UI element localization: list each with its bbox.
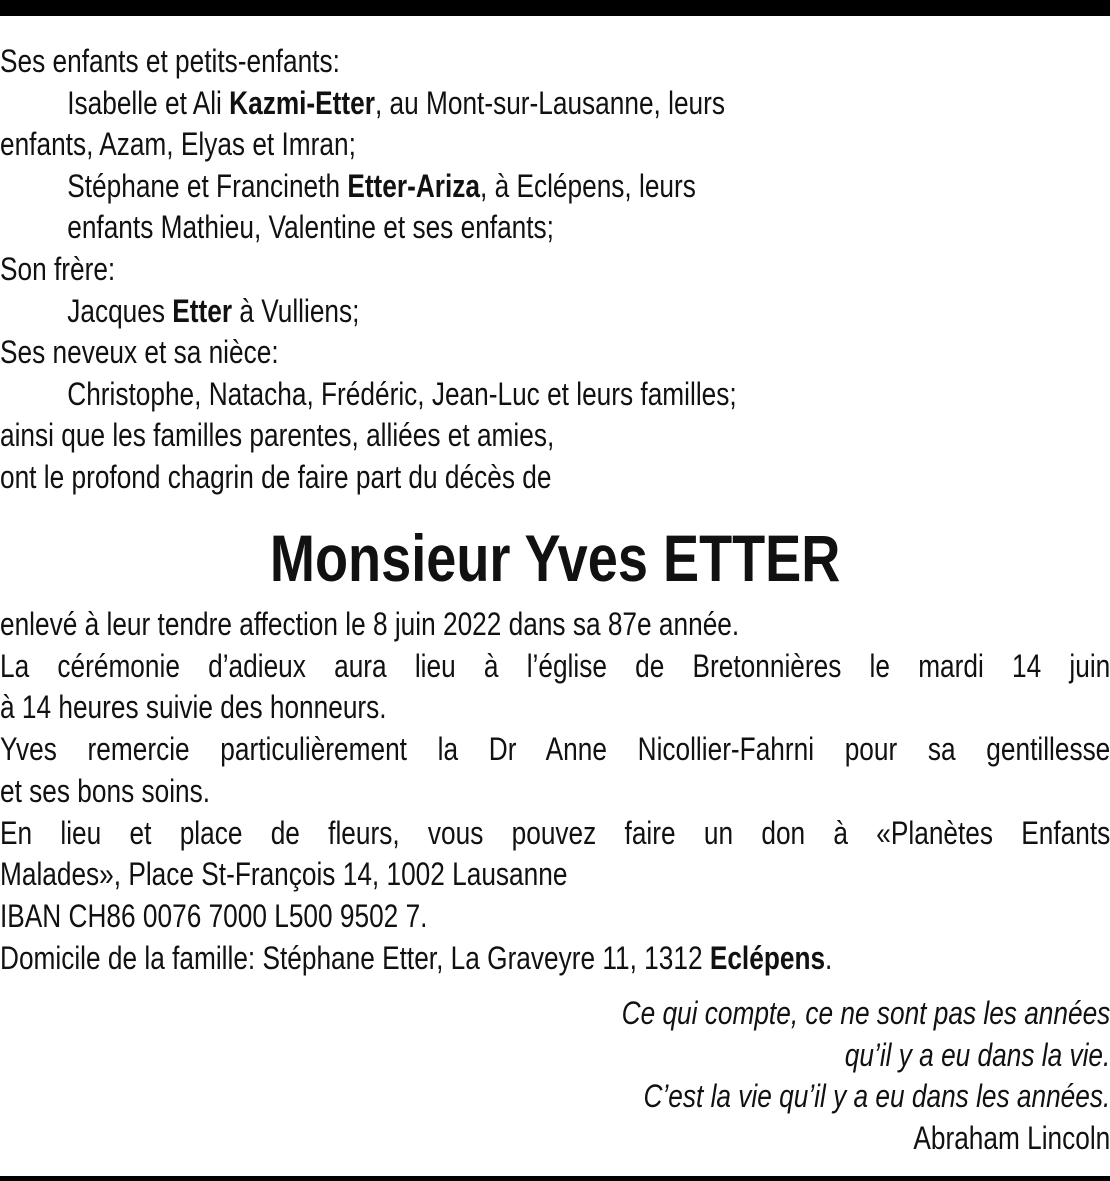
family-line xyxy=(0,457,1110,497)
text-segment: . xyxy=(825,939,833,976)
quote-line xyxy=(0,1035,1110,1075)
bold-name: Eclépens xyxy=(709,939,826,976)
text-segment: ont le profond chagrin de faire part du décès de xyxy=(0,459,552,495)
text-segment: Ses enfants et petits-enfants: xyxy=(0,43,340,79)
family-line xyxy=(0,41,1110,81)
text-segment: Son frère: xyxy=(0,251,116,287)
deceased-name: Monsieur Yves ETTER xyxy=(269,521,841,595)
text-segment: ainsi que les familles parentes, alliées et amies, xyxy=(0,417,555,454)
text-segment: , à Eclépens, leurs xyxy=(480,167,696,204)
text-segment: , au Mont-sur-Lausanne, leurs xyxy=(374,84,726,121)
family-line xyxy=(0,415,1110,455)
text-segment: enfants, Azam, Elyas et Imran; xyxy=(0,126,356,163)
body-line xyxy=(0,687,1110,727)
quote-line xyxy=(0,1076,1110,1116)
body-line xyxy=(0,604,1110,644)
text-segment: Ce qui compte, ce ne sont pas les années xyxy=(621,995,1110,1031)
text-segment: Domicile de la famille: Stéphane Etter, La Graveyre 11, 1312 xyxy=(0,939,710,976)
quote-line xyxy=(0,1118,1110,1158)
text-segment: Stéphane et Francineth xyxy=(67,167,348,204)
text-segment: Malades», Place St-François 14, 1002 Lausanne xyxy=(0,856,568,893)
text-segment: IBAN CH86 0076 7000 L500 9502 7. xyxy=(0,897,428,934)
family-line xyxy=(67,166,1110,206)
text-segment: qu’il y a eu dans la vie. xyxy=(844,1036,1110,1073)
body-line xyxy=(0,646,1110,686)
text-segment: Abraham Lincoln xyxy=(913,1120,1110,1157)
body-line xyxy=(0,938,1110,978)
top-rule xyxy=(0,0,1110,16)
text-segment: La cérémonie d’adieux aura lieu à l’église de Bretonnières le mardi 14 juin xyxy=(0,647,1110,684)
family-line xyxy=(0,124,1110,164)
text-segment: Ses neveux et sa nièce: xyxy=(0,334,279,371)
quote-line xyxy=(0,993,1110,1033)
family-line xyxy=(67,83,1110,123)
text-segment: enlevé à leur tendre affection le 8 juin 2022 dans sa 87e année. xyxy=(0,606,740,642)
bold-name: Etter xyxy=(172,292,233,329)
family-line xyxy=(67,291,1110,331)
text-segment: enfants Mathieu, Valentine et ses enfants; xyxy=(67,209,554,246)
text-segment: Isabelle et Ali xyxy=(67,84,230,121)
bold-name: Kazmi-Etter xyxy=(229,84,375,121)
text-segment: à Vulliens; xyxy=(232,292,360,329)
text-segment: Yves remercie particulièrement la Dr Anne Nicollier-Fahrni pour sa gentillesse xyxy=(0,731,1110,768)
text-segment: et ses bons soins. xyxy=(0,772,211,809)
body-line xyxy=(0,729,1110,769)
text-segment: C’est la vie qu’il y a eu dans les années. xyxy=(643,1078,1110,1115)
family-line xyxy=(67,374,1110,414)
bottom-rule xyxy=(0,1176,1110,1181)
body-line xyxy=(0,854,1110,894)
bold-name: Etter-Ariza xyxy=(347,167,481,204)
family-line xyxy=(0,332,1110,372)
family-line xyxy=(67,207,1110,247)
text-segment: à 14 heures suivie des honneurs. xyxy=(0,689,387,726)
body-line xyxy=(0,771,1110,811)
text-segment: Christophe, Natacha, Frédéric, Jean-Luc et leurs familles; xyxy=(67,375,737,412)
text-segment: Jacques xyxy=(67,292,173,329)
body-line xyxy=(0,813,1110,853)
text-segment: En lieu et place de fleurs, vous pouvez faire un don à «Planètes Enfants xyxy=(0,814,1110,851)
body-line xyxy=(0,896,1110,936)
family-line xyxy=(0,249,1110,289)
